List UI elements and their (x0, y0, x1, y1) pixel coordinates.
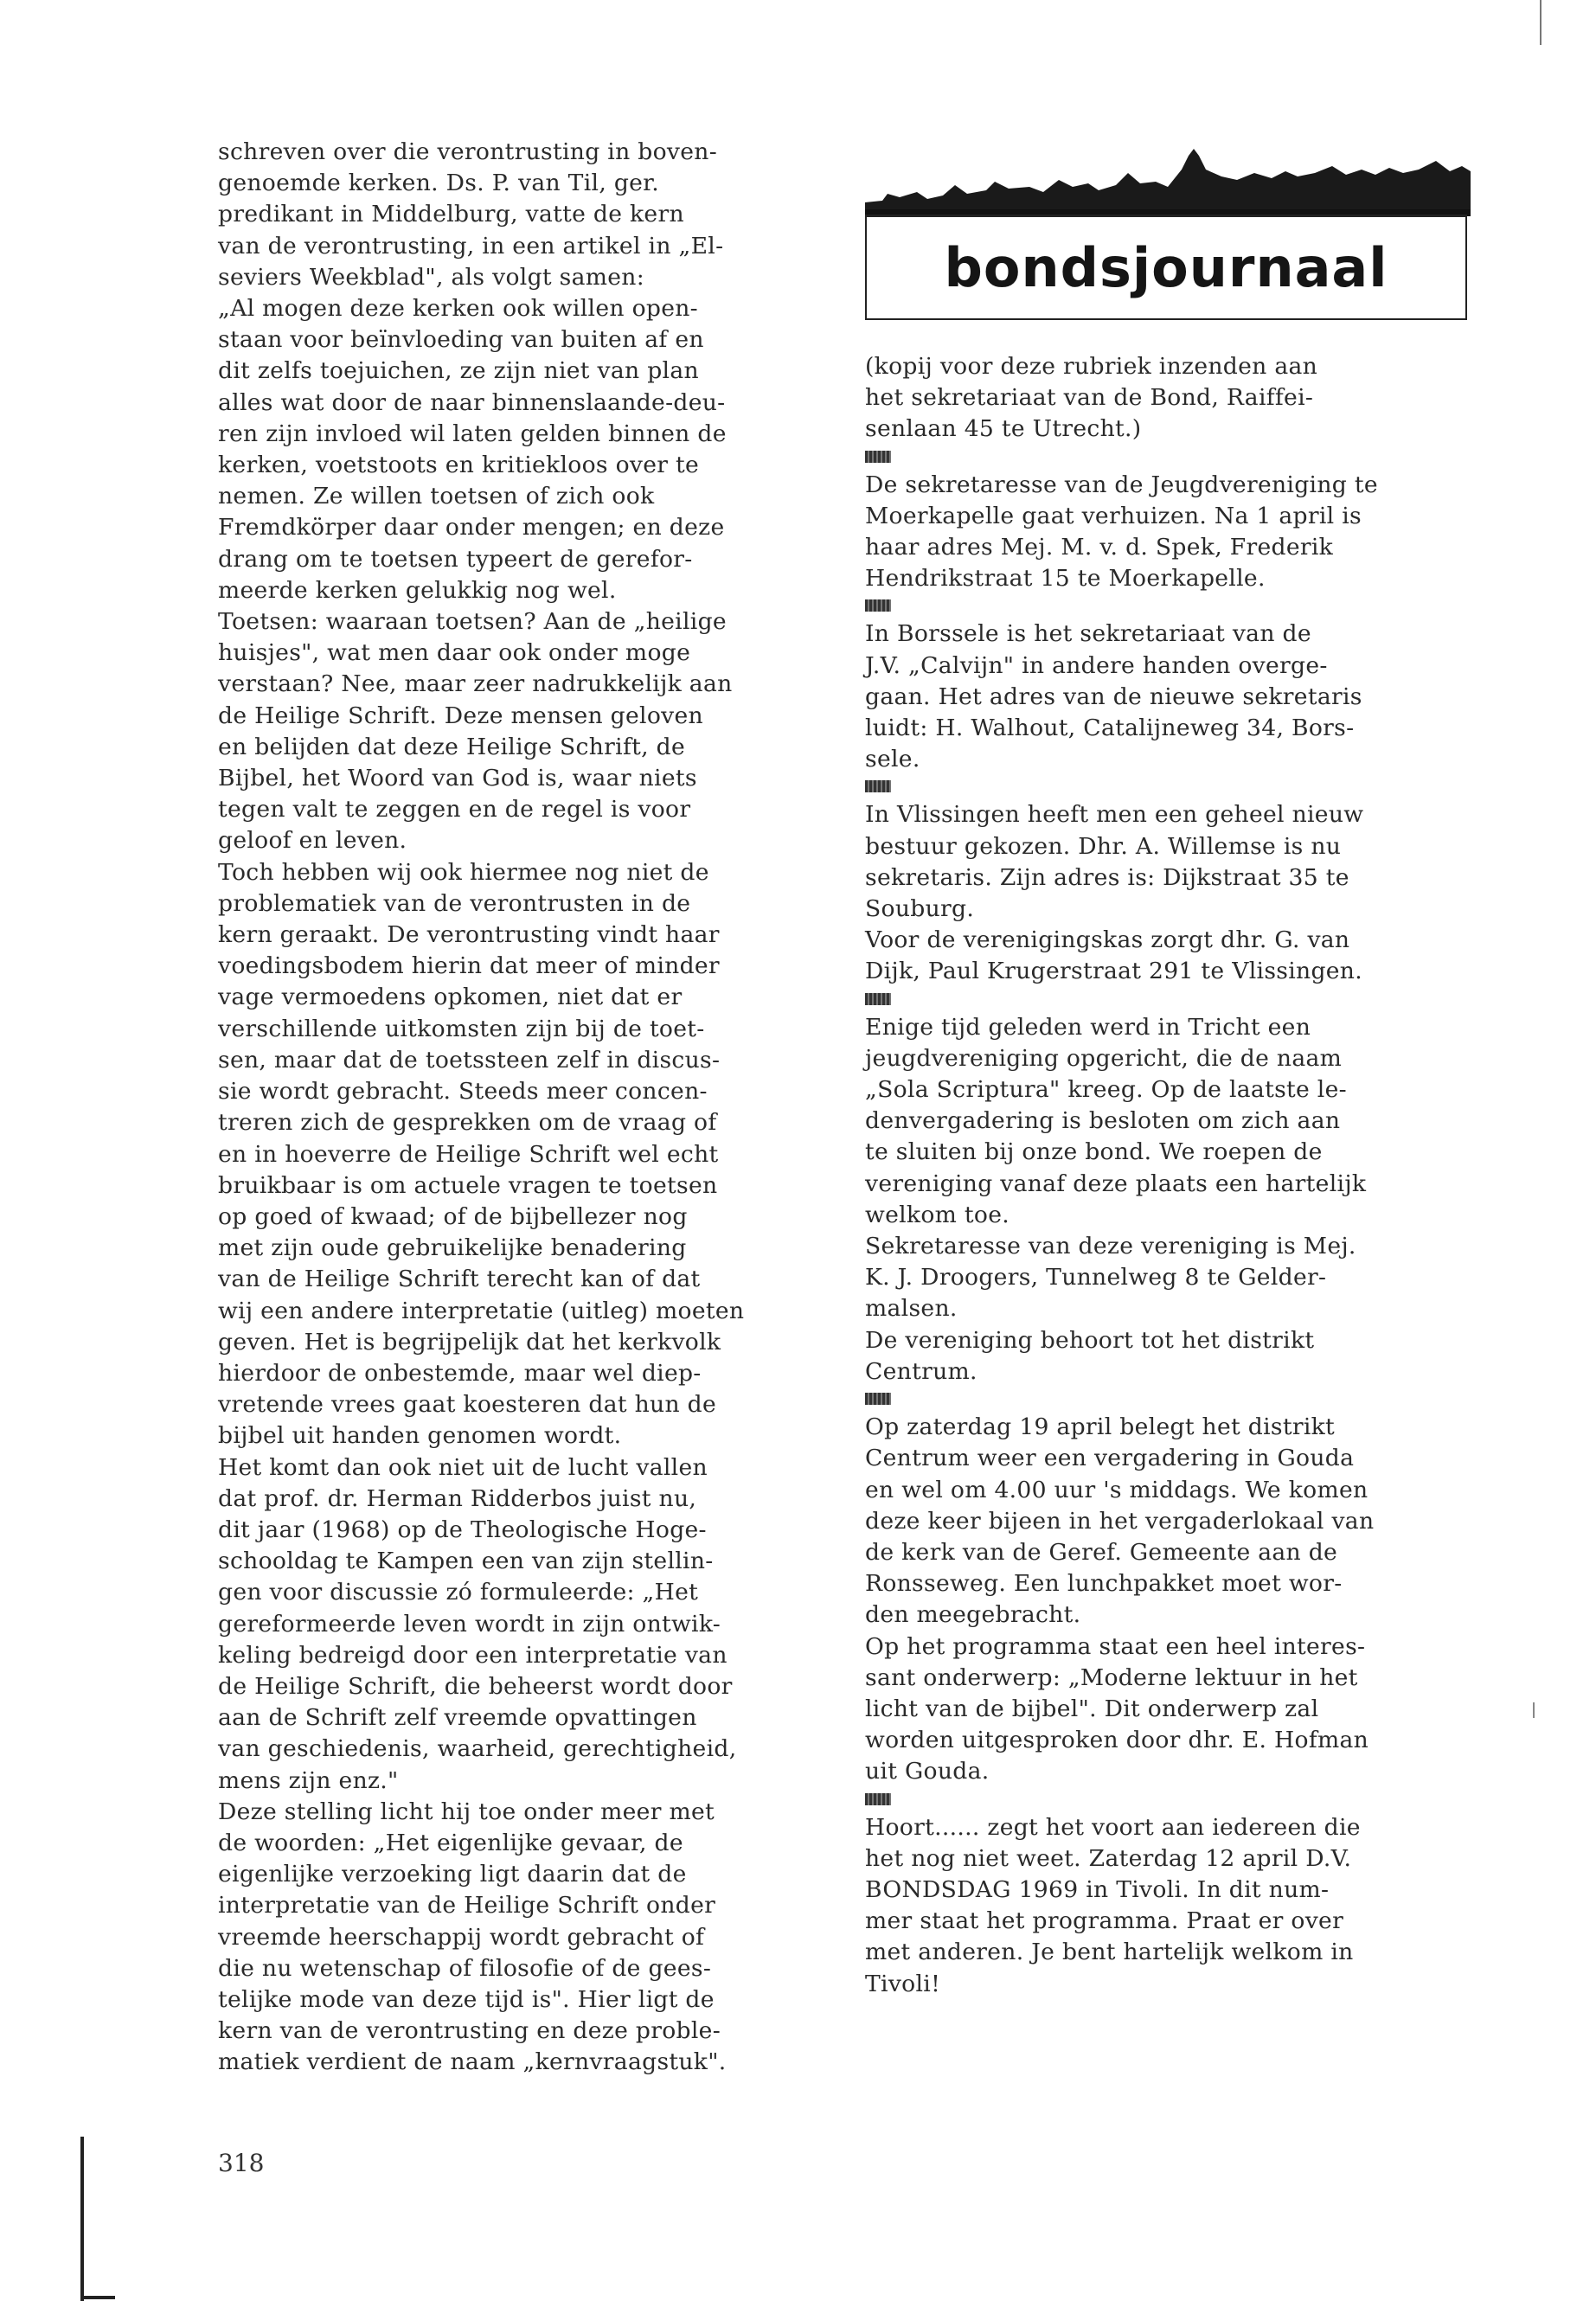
page-number: 318 (218, 2149, 265, 2177)
news-line: In Borssele is het sekretariaat van de (865, 620, 1311, 648)
article-line: wij een andere interpretatie (uitleg) moeten (218, 1297, 745, 1324)
article-line: met zijn oude gebruikelijke benadering (218, 1234, 687, 1262)
news-line: Hendrikstraat 15 te Moerkapelle. (865, 565, 1266, 593)
news-item (865, 1812, 1471, 2000)
news-line: „Sola Scriptura" kreeg. Op de laatste le- (865, 1076, 1347, 1104)
article-line: de Heilige Schrift, die beheerst wordt door (218, 1672, 733, 1700)
news-line: de kerk van de Geref. Gemeente aan de (865, 1538, 1338, 1566)
article-line: tegen valt te zeggen en de regel is voor (218, 796, 691, 824)
article-line: ren zijn invloed wil laten gelden binnen de (218, 420, 727, 447)
article-line: vreemde heerschappij wordt gebracht of (218, 1923, 705, 1951)
news-line: Voor de verenigingskas zorgt dhr. G. van (865, 926, 1350, 954)
article-line: treren zich de gesprekken om de vraag of (218, 1109, 717, 1137)
article-line: Fremdkörper daar onder mengen; en deze (218, 514, 725, 542)
article-line: Bijbel, het Woord van God is, waar niets (218, 765, 697, 792)
news-line: Dijk, Paul Krugerstraat 291 te Vlissingen. (865, 958, 1362, 985)
section-separator-icon (865, 599, 891, 612)
article-line: „Al mogen deze kerken ook willen open- (218, 295, 698, 323)
article-line: kern van de verontrusting en deze proble- (218, 2017, 721, 2045)
news-line: In Vlissingen heeft men een geheel nieuw (865, 801, 1364, 829)
article-line: meerde kerken gelukkig nog wel. (218, 576, 617, 604)
news-line: het sekretariaat van de Bond, Raiffei- (865, 384, 1314, 412)
news-line: worden uitgesproken door dhr. E. Hofman (865, 1727, 1369, 1754)
news-line: Moerkapelle gaat verhuizen. Na 1 april is (865, 502, 1362, 529)
news-line: Op zaterdag 19 april belegt het distrikt (865, 1413, 1336, 1441)
article-line: staan voor beïnvloeding van buiten af en (218, 326, 704, 354)
news-item (865, 470, 1471, 595)
article-line: sie wordt gebracht. Steeds meer concen- (218, 1078, 708, 1106)
news-item (865, 1012, 1471, 1388)
article-line: schooldag te Kampen een van zijn stellin- (218, 1548, 714, 1575)
article-line: hierdoor de onbestemde, maar wel diep- (218, 1359, 702, 1387)
article-line: nemen. Ze willen toetsen of zich ook (218, 483, 655, 510)
article-line: gereformeerde leven wordt in zijn ontwik- (218, 1610, 721, 1638)
news-line: gaan. Het adres van de nieuwe sekretaris (865, 683, 1362, 710)
article-line: dit zelfs toejuichen, ze zijn niet van plan (218, 357, 699, 385)
article-line: gen voor discussie zó formuleerde: „Het (218, 1579, 699, 1606)
article-line: voedingsbodem hierin dat meer of minder (218, 952, 720, 980)
article-line: huisjes", wat men daar ook onder moge (218, 639, 691, 667)
news-line: Ronsseweg. Een lunchpakket moet wor- (865, 1570, 1343, 1598)
news-line: vereniging vanaf deze plaats een hartelijk (865, 1170, 1367, 1197)
news-line: De sekretaresse van de Jeugdvereniging te (865, 471, 1378, 498)
news-line: haar adres Mej. M. v. d. Spek, Frederik (865, 534, 1334, 561)
article-line: geloof en leven. (218, 827, 407, 855)
news-line: Enige tijd geleden werd in Tricht een (865, 1013, 1311, 1041)
scan-edge-line-foot (80, 2296, 115, 2299)
news-line: denvergadering is besloten om zich aan (865, 1107, 1341, 1135)
article-line: mens zijn enz." (218, 1766, 399, 1794)
article-line: Deze stelling licht hij toe onder meer met (218, 1798, 715, 1825)
article-line: seviers Weekblad", als volgt samen: (218, 263, 644, 291)
news-line: Centrum weer een vergadering in Gouda (865, 1445, 1355, 1472)
article-line: telijke mode van deze tijd is". Hier ligt de (218, 1985, 715, 2013)
news-line: te sluiten bij onze bond. We roepen de (865, 1138, 1323, 1166)
article-line: verschillende uitkomsten zijn bij de toet- (218, 1015, 705, 1042)
section-separator-icon (865, 993, 891, 1005)
section-separator-icon (865, 1393, 891, 1405)
article-line: van geschiedenis, waarheid, gerechtigheid, (218, 1735, 737, 1763)
news-line: senlaan 45 te Utrecht.) (865, 415, 1142, 443)
news-item (865, 619, 1471, 775)
news-line: Souburg. (865, 895, 975, 923)
article-line: kerken, voetstoots en kritiekloos over te (218, 452, 700, 479)
section-separator-icon (865, 780, 891, 792)
news-line: mer staat het programma. Praat er over (865, 1907, 1344, 1935)
news-line: sele. (865, 746, 920, 773)
news-line: Op het programma staat een heel interes- (865, 1632, 1366, 1660)
news-line: De vereniging behoort tot het distrikt (865, 1326, 1315, 1354)
article-line: verstaan? Nee, maar zeer nadrukkelijk aan (218, 670, 733, 698)
news-line: bestuur gekozen. Dhr. A. Willemse is nu (865, 832, 1342, 860)
article-line: genoemde kerken. Ds. P. van Til, ger. (218, 170, 660, 197)
news-line: welkom toe. (865, 1201, 1010, 1228)
news-item (865, 351, 1471, 445)
masthead-title: bondsjournaal (944, 236, 1388, 299)
article-line: bruikbaar is om actuele vragen te toetsen (218, 1171, 718, 1199)
article-line: interpretatie van de Heilige Schrift onder (218, 1892, 716, 1920)
article-line: alles wat door de naar binnenslaande-deu- (218, 388, 726, 416)
news-line: Sekretaresse van deze vereniging is Mej. (865, 1233, 1356, 1260)
section-separator-icon (865, 1793, 891, 1805)
news-line: deze keer bijeen in het vergaderlokaal van (865, 1507, 1375, 1535)
article-line: eigenlijke verzoeking ligt daarin dat de (218, 1861, 687, 1888)
article-line: matiek verdient de naam „kernvraagstuk". (218, 2048, 727, 2076)
article-line: problematiek van de verontrusten in de (218, 889, 691, 917)
article-line: op goed of kwaad; of de bijbellezer nog (218, 1202, 688, 1230)
news-line: en wel om 4.00 uur 's middags. We komen (865, 1476, 1368, 1503)
news-line: J.V. „Calvijn" in andere handen overge- (865, 651, 1328, 679)
article-line: keling bedreigd door een interpretatie van (218, 1641, 727, 1669)
article-line: dat prof. dr. Herman Ridderbos juist nu, (218, 1484, 697, 1512)
news-line: den meegebracht. (865, 1601, 1081, 1629)
right-news-column (865, 351, 1471, 2000)
news-line: Centrum. (865, 1357, 977, 1385)
news-line: malsen. (865, 1295, 958, 1323)
article-line: aan de Schrift zelf vreemde opvattingen (218, 1704, 697, 1732)
news-line: het nog niet weet. Zaterdag 12 april D.V. (865, 1844, 1352, 1872)
news-line: licht van de bijbel". Dit onderwerp zal (865, 1695, 1319, 1722)
news-item (865, 799, 1471, 987)
article-line: Toch hebben wij ook hiermee nog niet de (218, 858, 709, 886)
town-skyline-illustration (865, 147, 1471, 216)
article-line: schreven over die verontrusting in boven- (218, 138, 718, 165)
article-line: vretende vrees gaat koesteren dat hun de (218, 1391, 717, 1419)
article-line: sen, maar dat de toetssteen zelf in discus- (218, 1046, 721, 1074)
scan-edge-line-left (80, 2137, 84, 2301)
news-line: jeugdvereniging opgericht, die de naam (865, 1044, 1343, 1072)
article-line: bijbel uit handen genomen wordt. (218, 1422, 622, 1450)
left-article-column (218, 137, 828, 2079)
article-line: van de verontrusting, in een artikel in „El- (218, 232, 724, 260)
article-line: predikant in Middelburg, vatte de kern (218, 201, 684, 228)
news-item (865, 1412, 1471, 1787)
news-line: Hoort...... zegt het voort aan iedereen die (865, 1813, 1361, 1841)
scan-edge-mark (1533, 1702, 1535, 1718)
news-line: uit Gouda. (865, 1758, 990, 1785)
scan-edge-line (1540, 0, 1542, 45)
news-line: met anderen. Je bent hartelijk welkom in (865, 1939, 1354, 1966)
news-line: BONDSDAG 1969 in Tivoli. In dit num- (865, 1875, 1330, 1903)
article-line: en belijden dat deze Heilige Schrift, de (218, 733, 685, 760)
news-line: sant onderwerp: „Moderne lektuur in het (865, 1663, 1358, 1691)
news-line: Tivoli! (865, 1970, 941, 1997)
article-line: dit jaar (1968) op de Theologische Hoge- (218, 1516, 707, 1543)
article-line: de woorden: „Het eigenlijke gevaar, de (218, 1829, 683, 1856)
news-line: sekretaris. Zijn adres is: Dijkstraat 35 te (865, 863, 1349, 891)
article-line: geven. Het is begrijpelijk dat het kerkvolk (218, 1328, 721, 1356)
article-line: en in hoeverre de Heilige Schrift wel echt (218, 1140, 719, 1168)
news-line: (kopij voor deze rubriek inzenden aan (865, 353, 1318, 380)
article-line: de Heilige Schrift. Deze mensen geloven (218, 702, 703, 729)
masthead-title-box (865, 215, 1467, 320)
article-line: van de Heilige Schrift terecht kan of dat (218, 1266, 701, 1293)
news-line: K. J. Droogers, Tunnelweg 8 te Gelder- (865, 1264, 1327, 1292)
article-line: die nu wetenschap of filosofie of de gees- (218, 1954, 712, 1982)
bondsjournaal-masthead (865, 147, 1471, 329)
article-line: Het komt dan ook niet uit de lucht vallen (218, 1453, 708, 1481)
news-line: luidt: H. Walhout, Catalijneweg 34, Bors- (865, 715, 1355, 742)
article-line: Toetsen: waaraan toetsen? Aan de „heilige (218, 608, 727, 636)
section-separator-icon (865, 451, 891, 463)
article-line: vage vermoedens opkomen, niet dat er (218, 984, 683, 1011)
article-line: drang om te toetsen typeert de gerefor- (218, 545, 693, 573)
article-line: kern geraakt. De verontrusting vindt haar (218, 921, 720, 949)
